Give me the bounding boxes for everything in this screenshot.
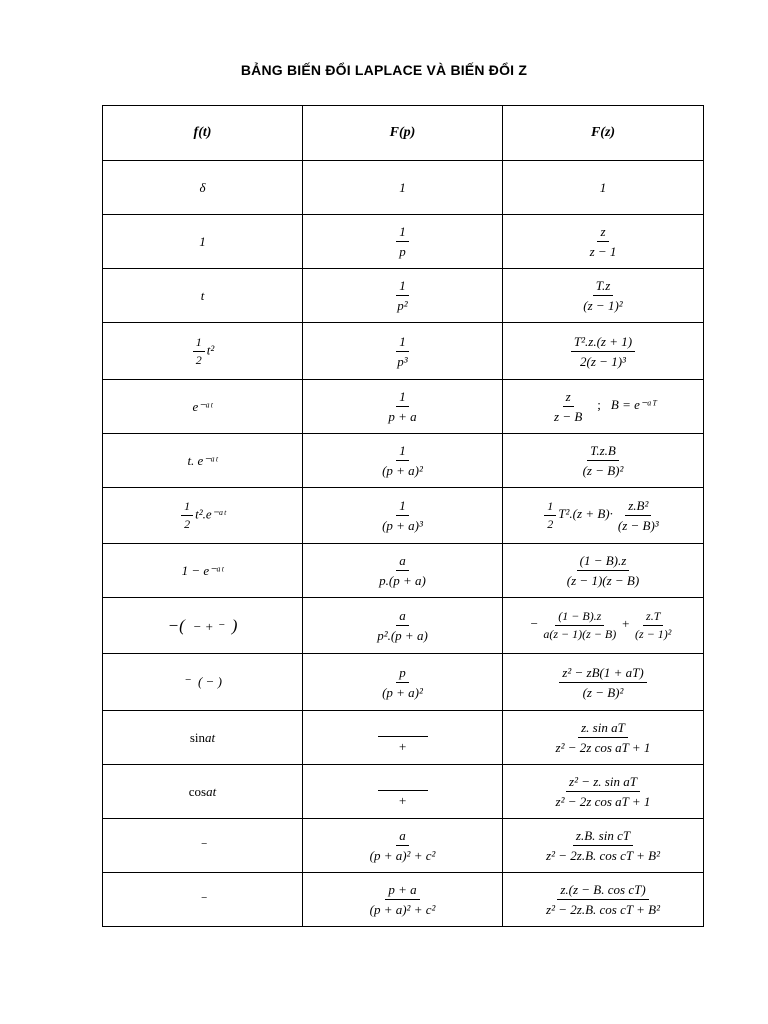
table-row — [103, 488, 704, 544]
denominator: (z − 1)(z − B) — [566, 573, 640, 588]
expression-part: ⁻ — [183, 674, 190, 689]
cell-fz: 1 — [503, 161, 704, 215]
cell-ft: δ — [103, 161, 303, 215]
denominator: p².(p + a) — [377, 628, 428, 643]
cell-ft: ⁻ — [103, 873, 303, 927]
denominator: z² − 2z.B. cos cT + B² — [546, 902, 660, 917]
expression-part: t².e⁻ᵃᵗ — [195, 506, 226, 522]
numerator: z — [563, 389, 574, 407]
cell-ft — [103, 598, 303, 654]
cell-fp — [303, 434, 503, 488]
cell-ft: t — [103, 269, 303, 323]
expression-part: sin — [189, 729, 206, 745]
cell-ft: e⁻ᵃᵗ — [103, 380, 303, 434]
header-ft: f(t) — [103, 106, 303, 161]
fraction — [367, 882, 439, 917]
cell-fp — [303, 215, 503, 269]
cell-fp — [303, 765, 503, 819]
fraction — [540, 610, 619, 641]
cell-fp — [303, 819, 503, 873]
fraction — [559, 665, 646, 700]
denominator: 2 — [195, 352, 202, 367]
expression-part: T².(z + B)· — [558, 506, 613, 522]
denominator: p² — [397, 298, 408, 313]
denominator: (z − 1)² — [635, 627, 672, 641]
transform-table — [102, 105, 704, 927]
denominator: 2 — [547, 517, 554, 531]
cell-fp — [303, 488, 503, 544]
table-row — [103, 161, 704, 215]
cell-fz — [503, 323, 704, 380]
numerator: 1 — [396, 334, 409, 352]
cell-ft: t. e⁻ᵃᵗ — [103, 434, 303, 488]
denominator: (z − 1)² — [583, 298, 623, 313]
fraction — [580, 278, 625, 313]
numerator: z.(z − B. cos cT) — [557, 882, 648, 900]
fraction — [396, 224, 409, 259]
header-fz: F(z) — [503, 106, 704, 161]
denominator: (z − B)³ — [617, 518, 659, 533]
table-row — [103, 323, 704, 380]
denominator: z² − 2z.B. cos cT + B² — [546, 848, 660, 863]
expression-part: + — [621, 616, 631, 632]
fraction — [374, 608, 431, 643]
cell-ft — [103, 711, 303, 765]
header-fp: F(p) — [303, 106, 503, 161]
cell-fp: 1 — [303, 161, 503, 215]
table-row — [103, 434, 704, 488]
expression-part: cos — [188, 783, 207, 799]
cell-fz — [503, 765, 704, 819]
cell-ft — [103, 323, 303, 380]
denominator: a(z − 1)(z − B) — [543, 627, 617, 641]
denominator: + — [398, 792, 407, 808]
cell-fz — [503, 380, 704, 434]
fraction — [394, 334, 410, 369]
denominator: p — [399, 244, 406, 259]
denominator: (p + a)² + c² — [369, 902, 436, 917]
table-row — [103, 654, 704, 711]
denominator: z² − 2z cos aT + 1 — [555, 740, 651, 755]
cell-fz — [503, 269, 704, 323]
cell-fp — [303, 544, 503, 598]
expression-part: ( − ) — [197, 674, 222, 689]
denominator: 2 — [184, 517, 191, 531]
denominator: z − B — [554, 409, 583, 424]
expression-part: −( — [167, 615, 185, 635]
numerator: p — [396, 665, 409, 683]
cell-ft: 1 − e⁻ᵃᵗ — [103, 544, 303, 598]
page-title: BẢNG BIẾN ĐỔI LAPLACE VÀ BIẾN ĐỔI Z — [240, 62, 528, 78]
expression-part: − + ⁻ — [192, 618, 224, 634]
fraction — [564, 553, 642, 588]
cell-fp — [303, 269, 503, 323]
numerator: a — [396, 608, 409, 626]
table-row — [103, 380, 704, 434]
fraction — [378, 722, 428, 754]
fraction — [544, 500, 556, 531]
fraction — [580, 443, 627, 478]
table-row — [103, 711, 704, 765]
fraction — [379, 665, 426, 700]
denominator: p.(p + a) — [379, 573, 426, 588]
expression-part: ) — [231, 615, 238, 635]
numerator: a — [396, 553, 409, 571]
numerator: 1 — [396, 278, 409, 296]
cell-fz — [503, 434, 704, 488]
denominator: (z − B)² — [582, 463, 624, 478]
fraction — [543, 828, 663, 863]
fraction — [615, 498, 662, 533]
denominator: p + a — [388, 409, 417, 424]
expression-part: at — [205, 729, 216, 745]
denominator: (p + a)² — [382, 463, 423, 478]
expression-part: t² — [206, 341, 215, 357]
numerator: (1 − B).z — [555, 610, 604, 626]
denominator: 2(z − 1)³ — [580, 353, 626, 369]
fraction — [193, 336, 205, 367]
cell-fp — [303, 711, 503, 765]
denominator: (p + a)³ — [382, 518, 423, 533]
fraction — [553, 774, 654, 809]
numerator: z.B. sin cT — [573, 828, 633, 846]
numerator: 1 — [396, 443, 409, 461]
numerator: p + a — [385, 882, 419, 900]
table-row — [103, 544, 704, 598]
table-header-row — [103, 106, 704, 161]
cell-fp — [303, 654, 503, 711]
numerator: z² − zB(1 + aT) — [559, 665, 646, 683]
numerator: z — [597, 224, 608, 242]
numerator: 1 — [181, 500, 193, 516]
table-row — [103, 873, 704, 927]
fraction — [551, 389, 585, 424]
fraction — [378, 776, 428, 808]
table-row — [103, 269, 704, 323]
fraction — [553, 720, 654, 755]
numerator: (1 − B).z — [577, 553, 630, 571]
numerator: 1 — [396, 498, 409, 516]
numerator: z. sin aT — [578, 720, 628, 738]
numerator: T².z.(z + 1) — [571, 334, 635, 352]
numerator: z.B² — [625, 498, 651, 516]
fraction — [632, 610, 674, 641]
table-row — [103, 765, 704, 819]
numerator: 1 — [193, 336, 205, 352]
numerator — [378, 776, 428, 791]
cell-fz — [503, 215, 704, 269]
denominator: p³ — [397, 353, 408, 369]
denominator: (z − B)² — [582, 684, 624, 700]
fraction — [379, 443, 426, 478]
numerator: 1 — [544, 500, 556, 516]
cell-fz — [503, 819, 704, 873]
denominator: + — [398, 738, 407, 754]
denominator: z − 1 — [589, 244, 617, 259]
fraction — [394, 278, 410, 313]
cell-ft — [103, 488, 303, 544]
cell-ft: 1 — [103, 215, 303, 269]
note: B = e⁻ᵃᵀ — [610, 397, 657, 413]
expression-part: − — [529, 616, 539, 632]
numerator: T.z — [593, 278, 614, 296]
cell-ft — [103, 765, 303, 819]
cell-fp — [303, 598, 503, 654]
table-row — [103, 215, 704, 269]
cell-fz — [503, 873, 704, 927]
cell-fp — [303, 380, 503, 434]
numerator — [378, 722, 428, 737]
fraction — [376, 553, 429, 588]
numerator: z.T — [643, 610, 663, 626]
numerator: 1 — [396, 389, 409, 407]
numerator: z² − z. sin aT — [566, 774, 640, 792]
denominator: z² − 2z cos aT + 1 — [555, 794, 651, 809]
fraction — [587, 224, 620, 259]
fraction — [571, 334, 635, 369]
denominator: (p + a)² + c² — [369, 848, 436, 863]
cell-fz — [503, 598, 704, 654]
cell-fp — [303, 323, 503, 380]
fraction — [367, 828, 439, 863]
denominator: (p + a)² — [382, 684, 423, 700]
cell-fz — [503, 711, 704, 765]
expression-part: at — [206, 783, 217, 799]
fraction — [543, 882, 663, 917]
numerator: T.z.B — [587, 443, 619, 461]
numerator: a — [396, 828, 409, 846]
numerator: 1 — [396, 224, 409, 242]
cell-ft: ⁻ — [103, 819, 303, 873]
table-row — [103, 819, 704, 873]
separator: ; — [597, 397, 601, 413]
fraction — [385, 389, 419, 424]
fraction — [379, 498, 426, 533]
table-row — [103, 598, 704, 654]
cell-ft — [103, 654, 303, 711]
cell-fz — [503, 654, 704, 711]
fraction — [181, 500, 193, 531]
cell-fz — [503, 488, 704, 544]
cell-fp — [303, 873, 503, 927]
cell-fz — [503, 544, 704, 598]
